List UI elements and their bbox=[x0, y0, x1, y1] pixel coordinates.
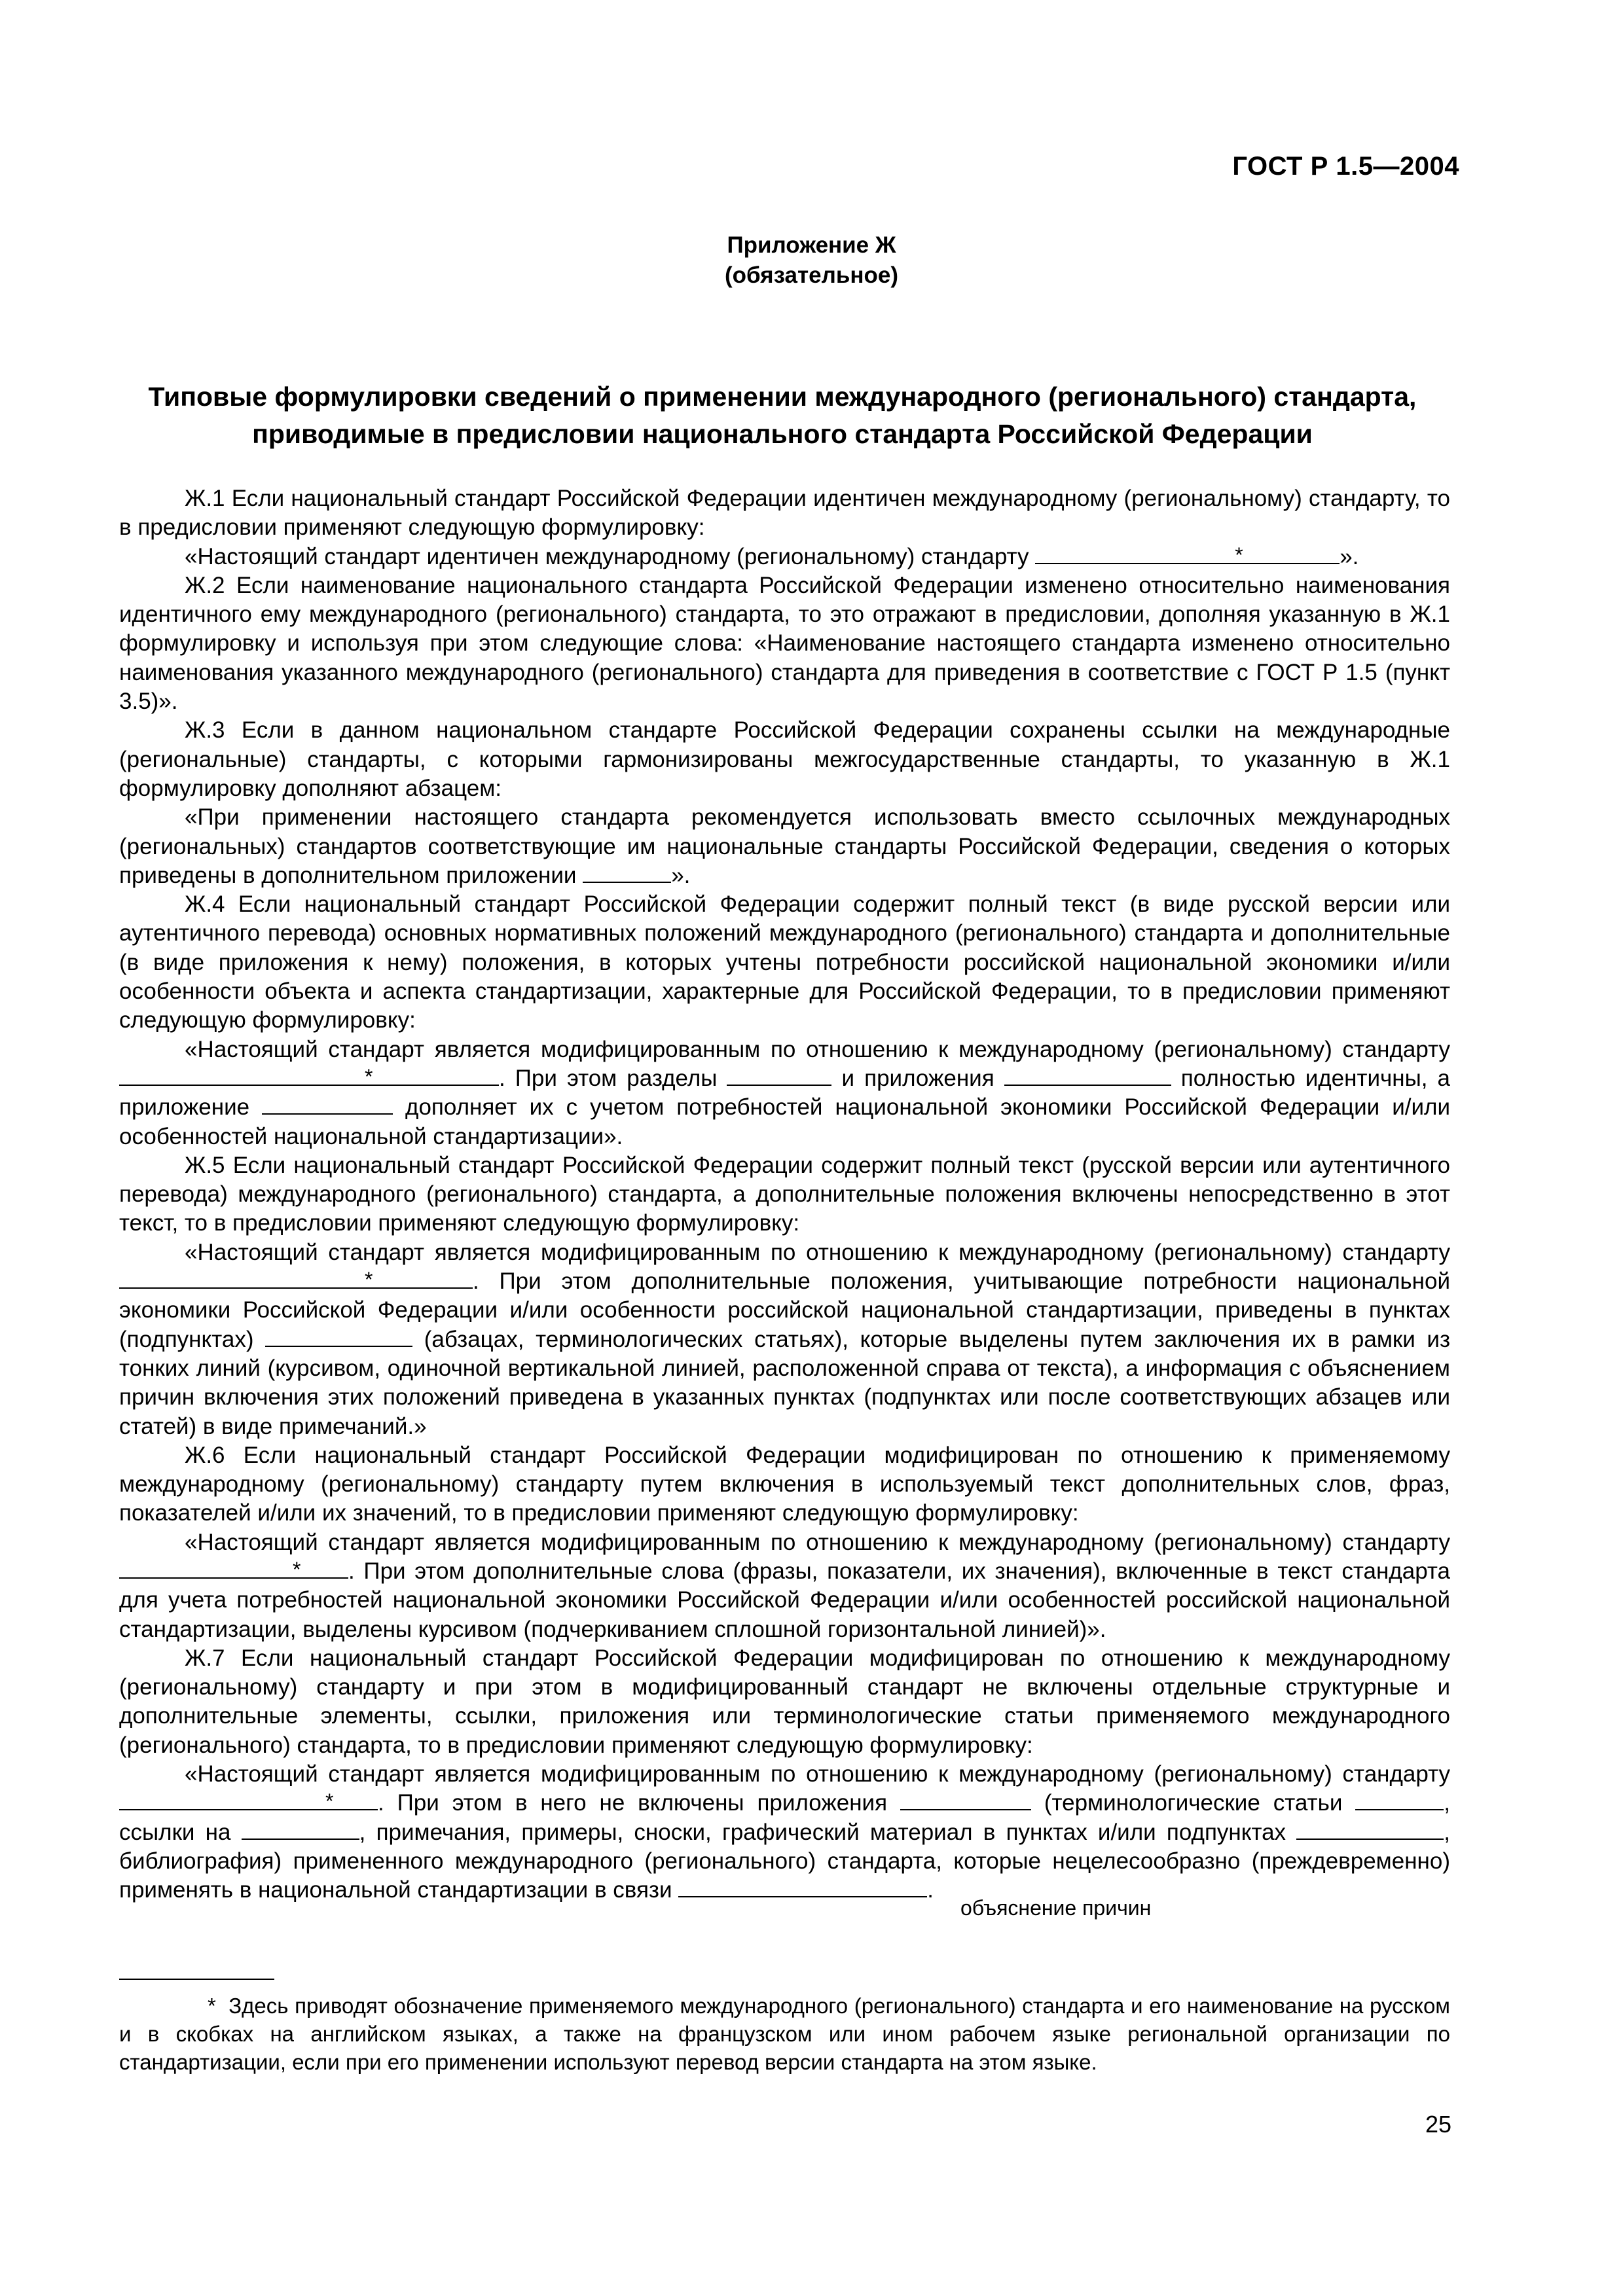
footnote-separator bbox=[119, 1979, 274, 1980]
body-text bbox=[119, 484, 1450, 1905]
clause-zh6 bbox=[119, 1441, 1450, 1528]
standard-designation-blank bbox=[119, 1268, 473, 1292]
formula-text: . При этом разделы bbox=[499, 1065, 727, 1091]
formula-text: , ссылки на bbox=[119, 1790, 1451, 1845]
page-number: 25 bbox=[1425, 2111, 1451, 2138]
appendix-status: (обязательное) bbox=[724, 262, 898, 288]
formula-text-end: (абзацах, терминологических статьях), которые выделены путем заключения их в рамки из тонких линий (курсивом, одиночной вертикальной линией, расположенной справа от текста), а информация с объяснением причин включения этих положений приведена в указанных пунктах (подпунктах или после соответствующих абзацев или статей) в виде примечаний.» bbox=[119, 1326, 1450, 1439]
clause-text: Ж.7 Если национальный стандарт Российской Федерации модифицирован по отношению к международному (региональному) стандарту и при этом в модифицированный стандарт не включены отдельные структурные и дополнительные элементы, ссылки, приложения или терминологические статьи применяемого международного (регионального) стандарта, то в предисловии применяют следующую формулировку: bbox=[119, 1645, 1450, 1758]
reasons-blank bbox=[678, 1876, 927, 1897]
clause-zh3 bbox=[119, 716, 1450, 803]
formula-zh7 bbox=[119, 1760, 1450, 1905]
footnote-marker: * bbox=[365, 1268, 373, 1292]
reason-caption: объяснение причин bbox=[960, 1896, 1152, 1920]
formula-text: «Настоящий стандарт идентичен международному (региональному) стандарту bbox=[185, 543, 1036, 569]
standard-designation-blank bbox=[1035, 543, 1340, 567]
footnote-paragraph bbox=[119, 1992, 1450, 2076]
footnote-text: Здесь приводят обозначение применяемого международного (регионального) стандарта и его наименование на русском и в скобках на английском языках, а также на французском или ином рабочем языке региональной организации по стандартизации, если при его применении используют перевод версии стандарта на этом языке. bbox=[119, 1994, 1450, 2074]
appendix-heading bbox=[0, 230, 1623, 291]
clause-zh7 bbox=[119, 1644, 1450, 1760]
standard-designation-blank bbox=[119, 1065, 499, 1086]
footnote-marker: * bbox=[1235, 543, 1243, 567]
formula-text: , библиография) примененного международного (регионального) стандарта, которые нецелесообразно (преждевременно) применять в национальной стандартизации в связи bbox=[119, 1819, 1450, 1903]
formula-text: . При этом дополнительные положения, учитывающие потребности национальной экономики Российской Федерации и/или особенности российской национальной стандартизации, приведены в пунктах (подпунктах) bbox=[119, 1268, 1450, 1352]
appendix-blank bbox=[583, 862, 671, 883]
footnote-marker: * bbox=[208, 1994, 216, 2018]
clause-zh2 bbox=[119, 571, 1450, 716]
clause-text: Ж.2 Если наименование национального стандарта Российской Федерации изменено относительно наименования идентичного ему международного (регионального) стандарта, то это отражают в предисловии, дополняя указанную в Ж.1 формулировку и используя при этом следующие слова: «Наименование настоящего стандарта изменено относительно наименования указанного международного (регионального) стандарта для приведения в соответствие с ГОСТ Р 1.5 (пункт 3.5)». bbox=[119, 572, 1450, 715]
clause-zh1 bbox=[119, 484, 1450, 543]
formula-text: полностью идентичны, а приложение bbox=[119, 1065, 1451, 1121]
clause-text: Ж.6 Если национальный стандарт Российской Федерации модифицирован по отношению к применяемому международному (региональному) стандарту путем включения в используемый текст дополнительных слов, фраз, показателей и/или их значений, то в предисловии применяют следующую формулировку: bbox=[119, 1442, 1450, 1526]
formula-zh5 bbox=[119, 1238, 1450, 1441]
formula-zh4 bbox=[119, 1035, 1450, 1151]
formula-text: (терминологические статьи bbox=[1030, 1790, 1356, 1816]
footnote-marker: * bbox=[325, 1789, 334, 1814]
clause-zh5 bbox=[119, 1151, 1450, 1238]
clause-text: Ж.4 Если национальный стандарт Российской Федерации содержит полный текст (в виде русской версии или аутентичного перевода) основных нормативных положений международного (регионального) стандарта и дополнительные (в виде приложения к нему) положения, в которых учтены потребности российской национальной экономики и/или особенности объекта и аспекта стандартизации, характерные для Российской Федерации, то в предисловии применяют следующую формулировку: bbox=[119, 891, 1450, 1033]
formula-text: «Настоящий стандарт является модифицированным по отношению к международному (региональному) стандарту bbox=[185, 1036, 1450, 1062]
formula-text-end: . bbox=[927, 1877, 934, 1903]
formula-zh6 bbox=[119, 1528, 1450, 1644]
formula-text: «При применении настоящего стандарта рекомендуется использовать вместо ссылочных международных (региональных) стандартов соответствующие им национальные стандарты Российской Федерации, сведения о которых приведены в дополнительном приложении bbox=[119, 804, 1450, 888]
terms-blank bbox=[1355, 1789, 1444, 1810]
standard-designation-blank bbox=[119, 1558, 348, 1579]
appendices-blank bbox=[900, 1789, 1031, 1810]
formula-text: , примечания, примеры, сноски, графический материал в пунктах и/или подпунктах bbox=[359, 1819, 1297, 1845]
formula-text: «Настоящий стандарт является модифицированным по отношению к международному (региональному) стандарту bbox=[185, 1529, 1450, 1555]
appendices-blank bbox=[1004, 1065, 1171, 1086]
sections-blank bbox=[727, 1065, 831, 1086]
footnote bbox=[119, 1992, 1450, 2076]
clauses-blank bbox=[265, 1326, 412, 1347]
clause-zh4 bbox=[119, 890, 1450, 1035]
document-code: ГОСТ Р 1.5—2004 bbox=[1232, 152, 1459, 181]
clause-text: Ж.5 Если национальный стандарт Российской Федерации содержит полный текст (русской версии или аутентичного перевода) международного (регионального) стандарта, а дополнительные положения включены непосредственно в этот текст, то в предисловии применяют следующую формулировку: bbox=[119, 1152, 1450, 1236]
formula-text-end: . При этом дополнительные слова (фразы, показатели, их значения), включенные в текст стандарта для учета потребностей национальной экономики Российской Федерации и/или особенностей российской национальной стандартизации, выделены курсивом (подчеркиванием сплошной горизонтальной линией)». bbox=[119, 1558, 1450, 1642]
formula-text-end: ». bbox=[1340, 543, 1359, 569]
formula-zh1 bbox=[119, 543, 1450, 571]
footnote-marker: * bbox=[293, 1557, 301, 1581]
title-line-1: Типовые формулировки сведений о применении международного (регионального) стандарта, bbox=[148, 382, 1417, 412]
standard-designation-blank bbox=[119, 1789, 378, 1814]
formula-text: и приложения bbox=[831, 1065, 1004, 1091]
formula-text-end: ». bbox=[671, 862, 691, 888]
formula-text-end: дополняет их с учетом потребностей национальной экономики Российской Федерации и/или особенностей национальной стандартизации». bbox=[119, 1094, 1450, 1149]
references-blank bbox=[242, 1819, 359, 1840]
subclauses-blank bbox=[1296, 1819, 1444, 1840]
clause-text: Ж.3 Если в данном национальном стандарте Российской Федерации сохранены ссылки на международные (региональные) стандарты, с которыми гармонизированы межгосударственные стандарты, то указанную в Ж.1 формулировку дополняют абзацем: bbox=[119, 717, 1450, 801]
formula-text: . При этом в него не включены приложения bbox=[378, 1790, 900, 1816]
title-line-2: приводимые в предисловии национального стандарта Российской Федерации bbox=[252, 419, 1313, 449]
formula-text: «Настоящий стандарт является модифицированным по отношению к международному (региональному) стандарту bbox=[185, 1761, 1450, 1787]
appendix-title bbox=[115, 378, 1450, 453]
footnote-marker: * bbox=[365, 1064, 373, 1088]
formula-zh3 bbox=[119, 803, 1450, 890]
appendix-label: Приложение Ж bbox=[727, 232, 896, 258]
appendix-blank bbox=[262, 1094, 393, 1115]
formula-text: «Настоящий стандарт является модифицированным по отношению к международному (региональному) стандарту bbox=[185, 1239, 1450, 1265]
clause-text: Ж.1 Если национальный стандарт Российской Федерации идентичен международному (региональному) стандарту, то в предисловии применяют следующую формулировку: bbox=[119, 486, 1450, 541]
